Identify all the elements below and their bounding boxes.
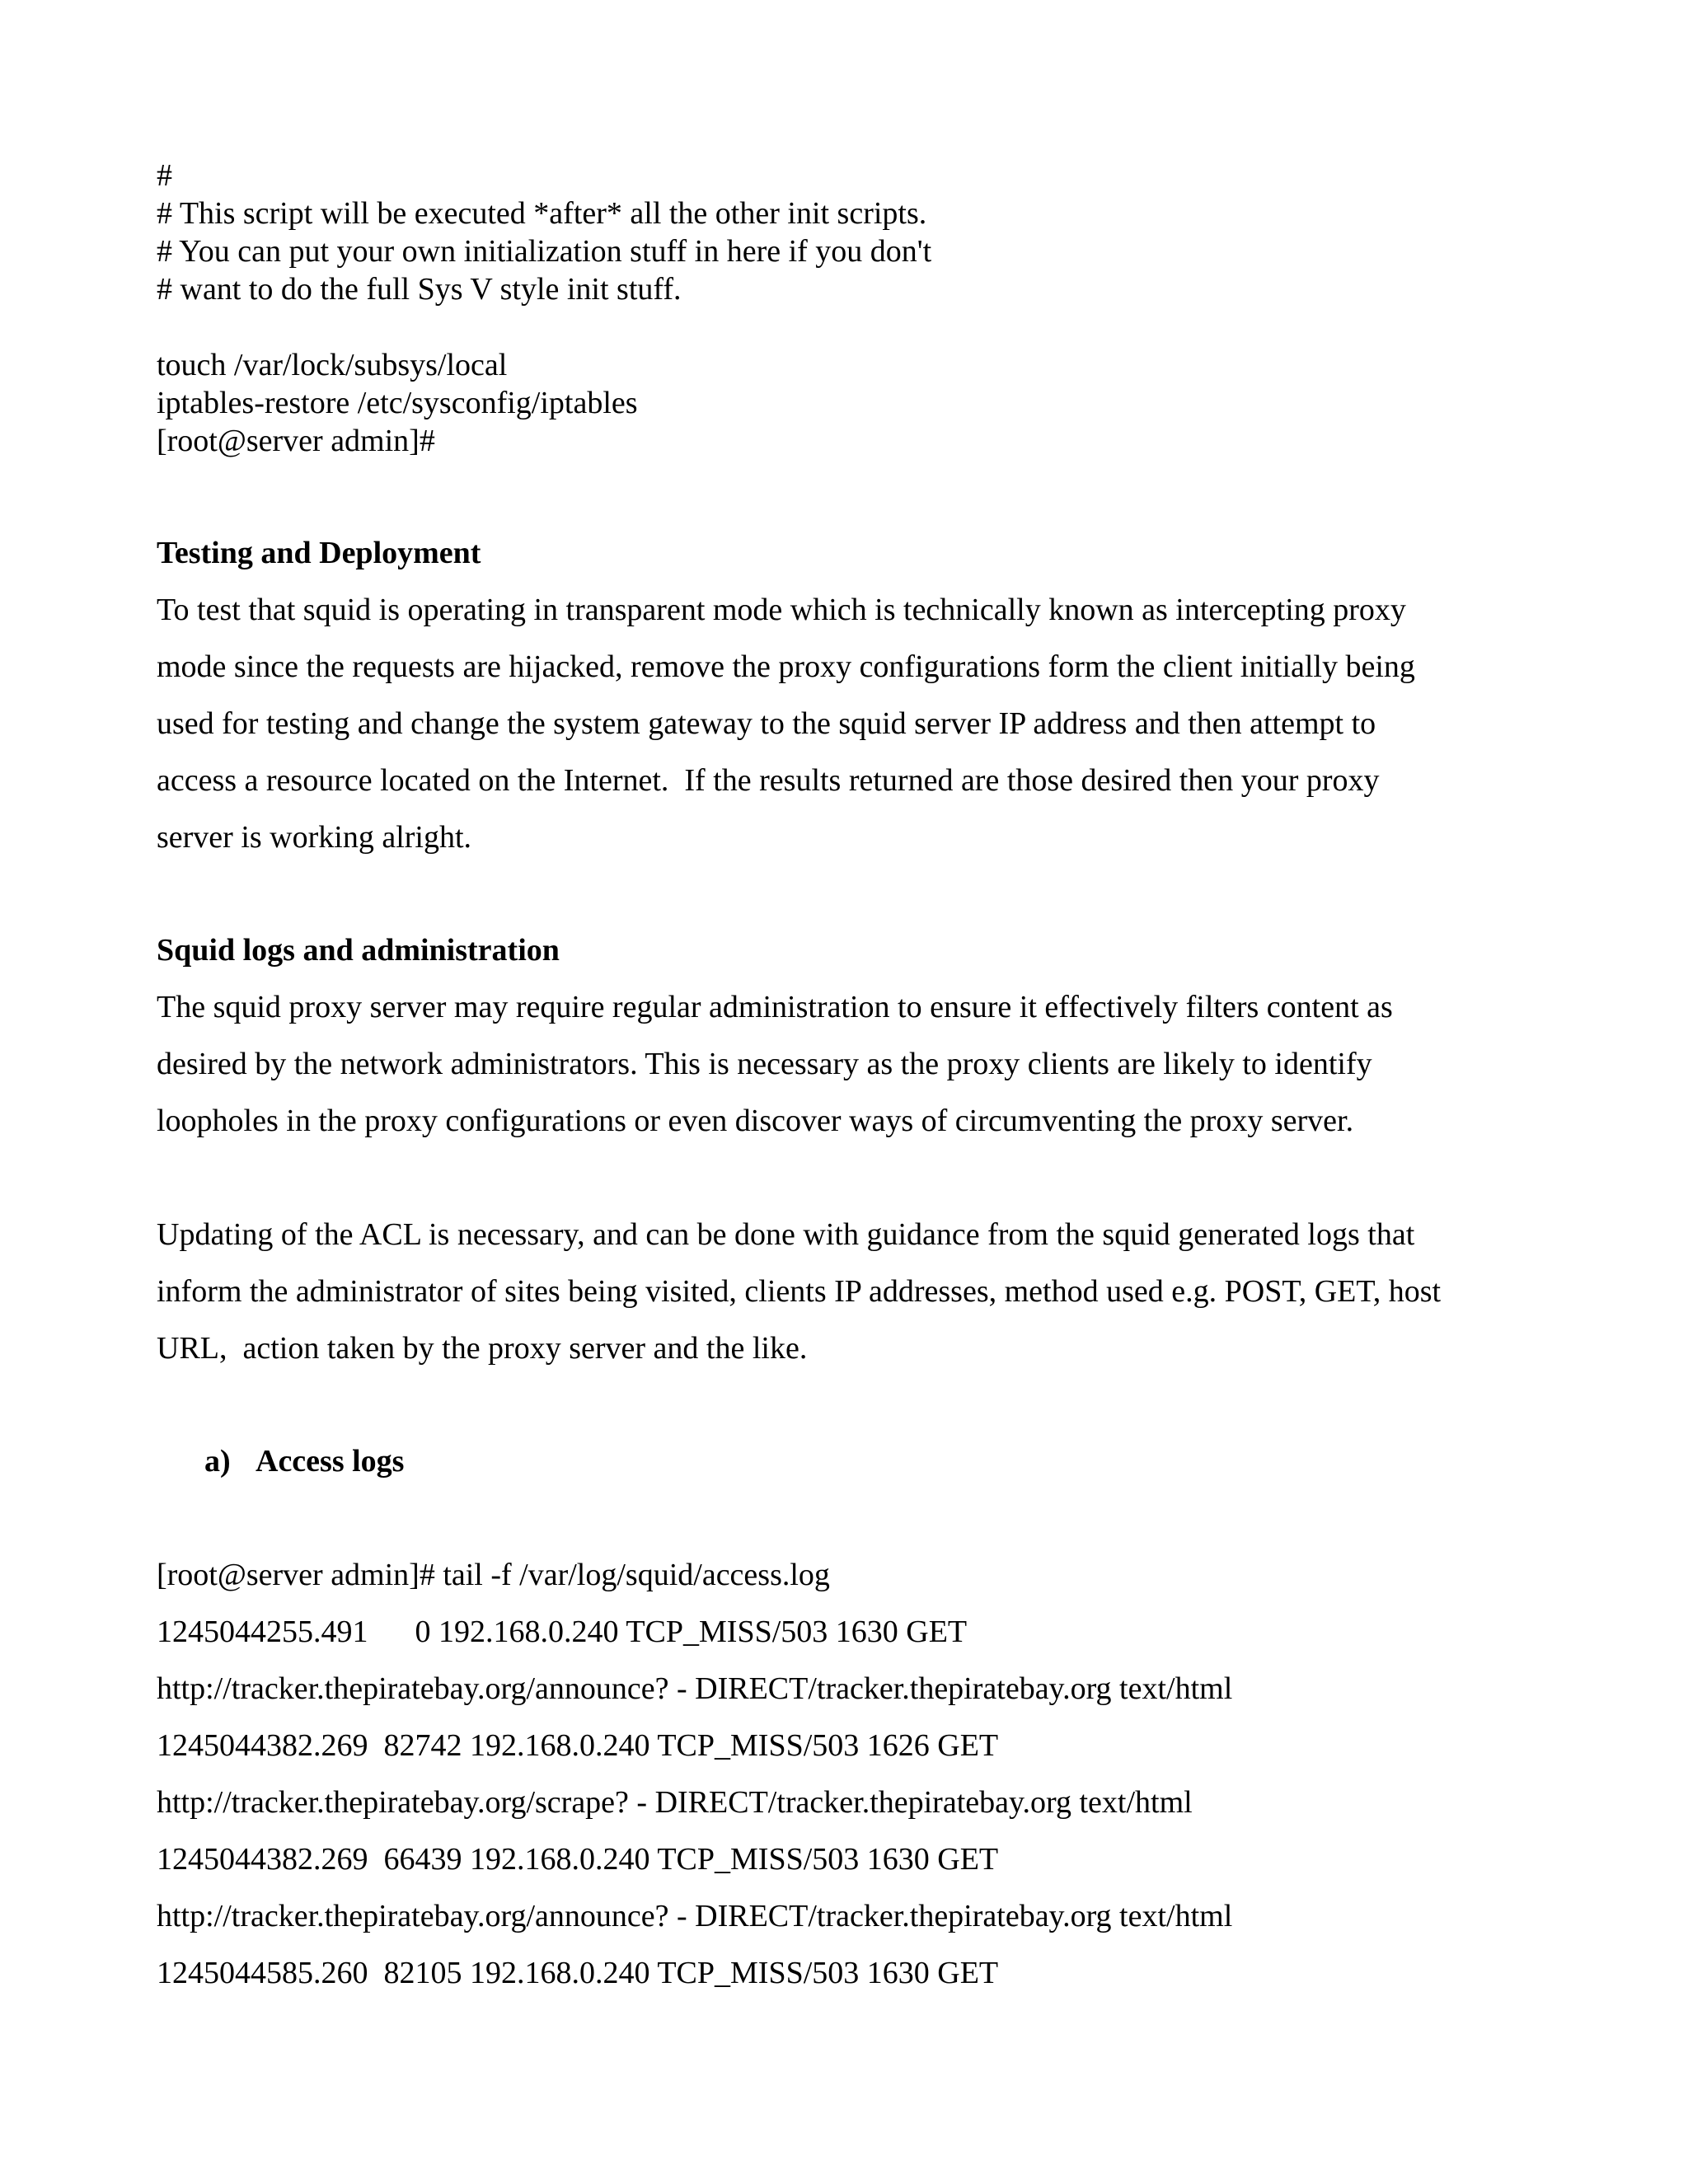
logs-paragraph-line: Updating of the ACL is necessary, and can be done with guidance from the squid generated logs that: [157, 1217, 1415, 1252]
access-log-line: http://tracker.thepiratebay.org/announce? - DIRECT/tracker.thepiratebay.org text/html: [157, 1899, 1233, 1933]
logs-paragraph-line: loopholes in the proxy configurations or even discover ways of circumventing the proxy server.: [157, 1104, 1354, 1138]
testing-paragraph-line: access a resource located on the Internet. If the results returned are those desired then your proxy: [157, 763, 1380, 798]
script-command-line: touch /var/lock/subsys/local: [157, 348, 508, 382]
testing-paragraph-line: mode since the requests are hijacked, remove the proxy configurations form the client initially being: [157, 649, 1415, 684]
script-command-line: [root@server admin]#: [157, 424, 435, 458]
access-log-line: http://tracker.thepiratebay.org/scrape? - DIRECT/tracker.thepiratebay.org text/html: [157, 1785, 1193, 1820]
access-log-line: http://tracker.thepiratebay.org/announce? - DIRECT/tracker.thepiratebay.org text/html: [157, 1671, 1233, 1706]
testing-heading: Testing and Deployment: [157, 536, 481, 570]
testing-paragraph-line: To test that squid is operating in transparent mode which is technically known as intercepting proxy: [157, 593, 1406, 627]
access-log-line: 1245044382.269 82742 192.168.0.240 TCP_MISS/503 1626 GET: [157, 1728, 999, 1763]
list-marker: a): [204, 1444, 231, 1479]
logs-paragraph-line: URL, action taken by the proxy server and the like.: [157, 1331, 808, 1366]
access-logs-heading: Access logs: [256, 1444, 405, 1479]
script-comment-line: # You can put your own initialization stuff in here if you don't: [157, 234, 932, 269]
script-command-line: iptables-restore /etc/sysconfig/iptables: [157, 386, 638, 420]
script-comment-line: # This script will be executed *after* all the other init scripts.: [157, 196, 927, 231]
script-comment-line: # want to do the full Sys V style init stuff.: [157, 272, 682, 307]
logs-paragraph-line: inform the administrator of sites being visited, clients IP addresses, method used e.g. POST, GET, host: [157, 1274, 1442, 1309]
access-log-line: 1245044382.269 66439 192.168.0.240 TCP_MISS/503 1630 GET: [157, 1842, 999, 1877]
logs-heading: Squid logs and administration: [157, 933, 560, 968]
access-log-line: 1245044255.491 0 192.168.0.240 TCP_MISS/503 1630 GET: [157, 1615, 968, 1649]
logs-paragraph-line: The squid proxy server may require regular administration to ensure it effectively filters content as: [157, 990, 1393, 1024]
script-comment-line: #: [157, 158, 172, 193]
testing-paragraph-line: server is working alright.: [157, 820, 472, 855]
access-log-line: 1245044585.260 82105 192.168.0.240 TCP_MISS/503 1630 GET: [157, 1956, 999, 1990]
testing-paragraph-line: used for testing and change the system gateway to the squid server IP address and then attempt to: [157, 706, 1376, 741]
logs-paragraph-line: desired by the network administrators. This is necessary as the proxy clients are likely to identify: [157, 1047, 1372, 1081]
access-log-line: [root@server admin]# tail -f /var/log/squid/access.log: [157, 1558, 830, 1592]
